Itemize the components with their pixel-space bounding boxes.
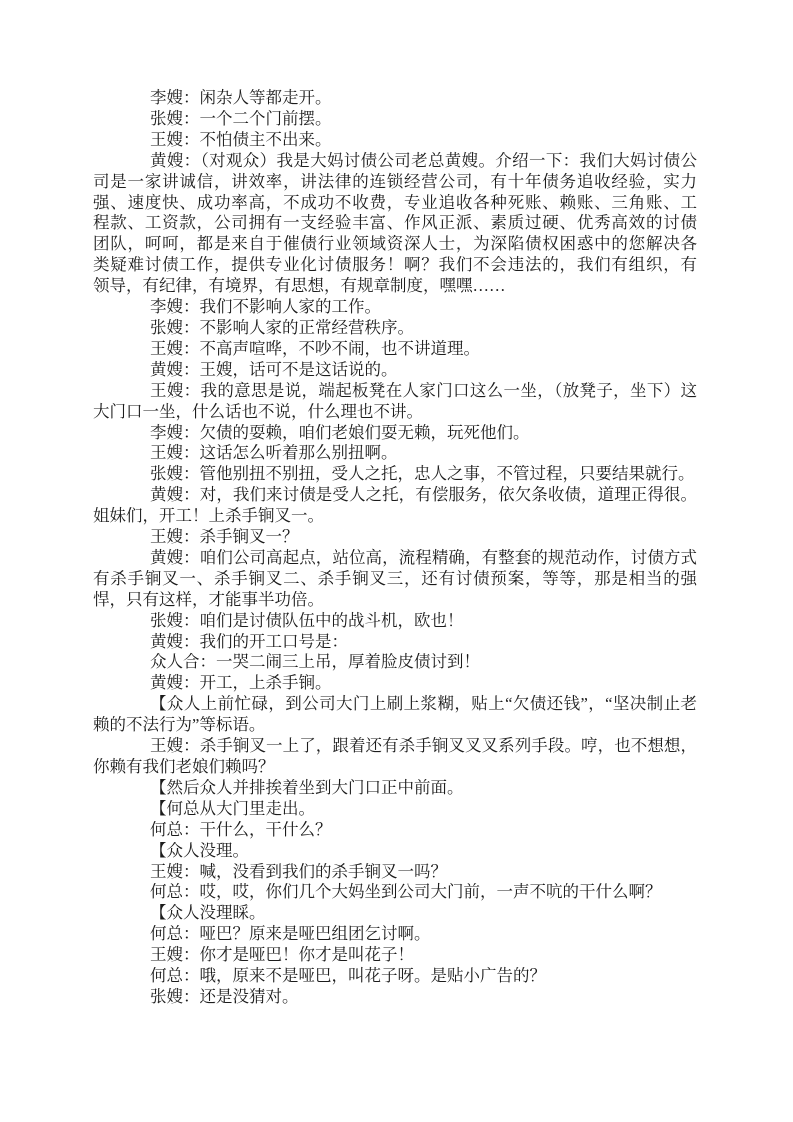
script-line: 黄嫂：咱们公司高起点，站位高，流程精确，有整套的规范动作，讨债方式 (150, 547, 697, 567)
script-line: 【众人上前忙碌，到公司大门上刷上浆糊，贴上“欠债还钱”，“坚决制止老 (150, 694, 697, 714)
script-line: 【众人没理。 (150, 840, 249, 860)
script-line: 黄嫂：我们的开工口号是： (150, 631, 348, 651)
script-line: 有杀手锏叉一、杀手锏叉二、杀手锏叉三，还有讨债预案，等等，那是相当的强 (93, 568, 697, 588)
script-line: 王嫂：不怕债主不出来。 (150, 129, 332, 149)
script-line: 李嫂：闲杂人等都走开。 (150, 88, 332, 107)
script-line: 司是一家讲诚信，讲效率，讲法律的连锁经营公司，有十年债务追收经验，实力 (93, 171, 697, 191)
script-line: 王嫂：杀手锏叉一上了，跟着还有杀手锏叉叉叉系列手段。哼，也不想想， (150, 736, 697, 756)
script-line: 李嫂：欠债的耍赖，咱们老娘们耍无赖，玩死他们。 (150, 422, 530, 442)
script-line: 黄嫂：对，我们来讨债是受人之托，有偿服务，依欠条收债，道理正得很。 (150, 485, 697, 505)
script-line: 王嫂：我的意思是说，端起板凳在人家门口这么一坐，（放凳子，坐下）这 (150, 380, 697, 400)
script-line: 张嫂：不影响人家的正常经营秩序。 (150, 317, 414, 337)
script-line: 何总：哦，原来不是哑巴，叫花子呀。是贴小广告的？ (150, 966, 546, 986)
script-line: 【何总从大门里走出。 (150, 798, 315, 818)
script-line: 王嫂：你才是哑巴！你才是叫花子！ (150, 945, 414, 965)
script-line: 黄嫂：王嫂，话可不是这话说的。 (150, 359, 398, 379)
script-line: 【众人没理睬。 (150, 903, 266, 923)
script-line: 何总：干什么，干什么？ (150, 819, 332, 839)
script-line: 黄嫂：（对观众）我是大妈讨债公司老总黄嫂。介绍一下：我们大妈讨债公 (150, 150, 697, 170)
script-line: 李嫂：我们不影响人家的工作。 (150, 297, 381, 317)
script-line: 王嫂：这话怎么听着那么别扭啊。 (150, 443, 398, 463)
script-text-block (93, 88, 697, 1008)
script-line: 张嫂：咱们是讨债队伍中的战斗机，欧也！ (150, 610, 464, 630)
script-line: 何总：哎，哎，你们几个大妈坐到公司大门前，一声不吭的干什么啊？ (150, 882, 662, 902)
script-line: 王嫂：喊，没看到我们的杀手锏叉一吗？ (150, 861, 447, 881)
script-line: 何总：哑巴？原来是哑巴组团乞讨啊。 (150, 924, 431, 944)
script-line: 赖的不法行为”等标语。 (93, 715, 266, 735)
script-line: 张嫂：管他别扭不别扭，受人之托，忠人之事，不管过程，只要结果就行。 (150, 464, 695, 484)
script-line: 张嫂：一个二个门前摆。 (150, 108, 332, 128)
script-line: 众人合：一哭二闹三上吊，厚着脸皮债讨到！ (150, 652, 480, 672)
script-line: 领导，有纪律，有境界，有思想，有规章制度，嘿嘿…… (93, 276, 506, 296)
script-line: 【然后众人并排挨着坐到大门口正中前面。 (150, 777, 464, 797)
script-line: 王嫂：不高声喧哗，不吵不闹，也不讲道理。 (150, 338, 480, 358)
script-line: 王嫂：杀手锏叉一？ (150, 527, 299, 547)
script-line: 悍，只有这样，才能事半功倍。 (93, 589, 324, 609)
script-line: 大门口一坐，什么话也不说，什么理也不讲。 (93, 401, 423, 421)
script-line: 姐妹们，开工！上杀手锏叉一。 (93, 506, 324, 526)
script-line: 程款、工资款，公司拥有一支经验丰富、作风正派、素质过硬、优秀高效的讨债 (93, 213, 697, 233)
script-line: 你赖有我们老娘们赖吗？ (93, 757, 275, 776)
script-line: 强、速度快、成功率高，不成功不收费，专业追收各种死账、赖账、三角账、工 (93, 192, 697, 212)
script-line: 类疑难讨债工作，提供专业化讨债服务！啊？我们不会违法的，我们有组织，有 (93, 255, 697, 275)
script-line: 团队，呵呵，都是来自于催债行业领域资深人士，为深陷债权困惑中的您解决各 (93, 234, 697, 254)
script-line: 张嫂：还是没猜对。 (150, 986, 299, 1006)
script-line: 黄嫂：开工，上杀手锏。 (150, 673, 332, 693)
